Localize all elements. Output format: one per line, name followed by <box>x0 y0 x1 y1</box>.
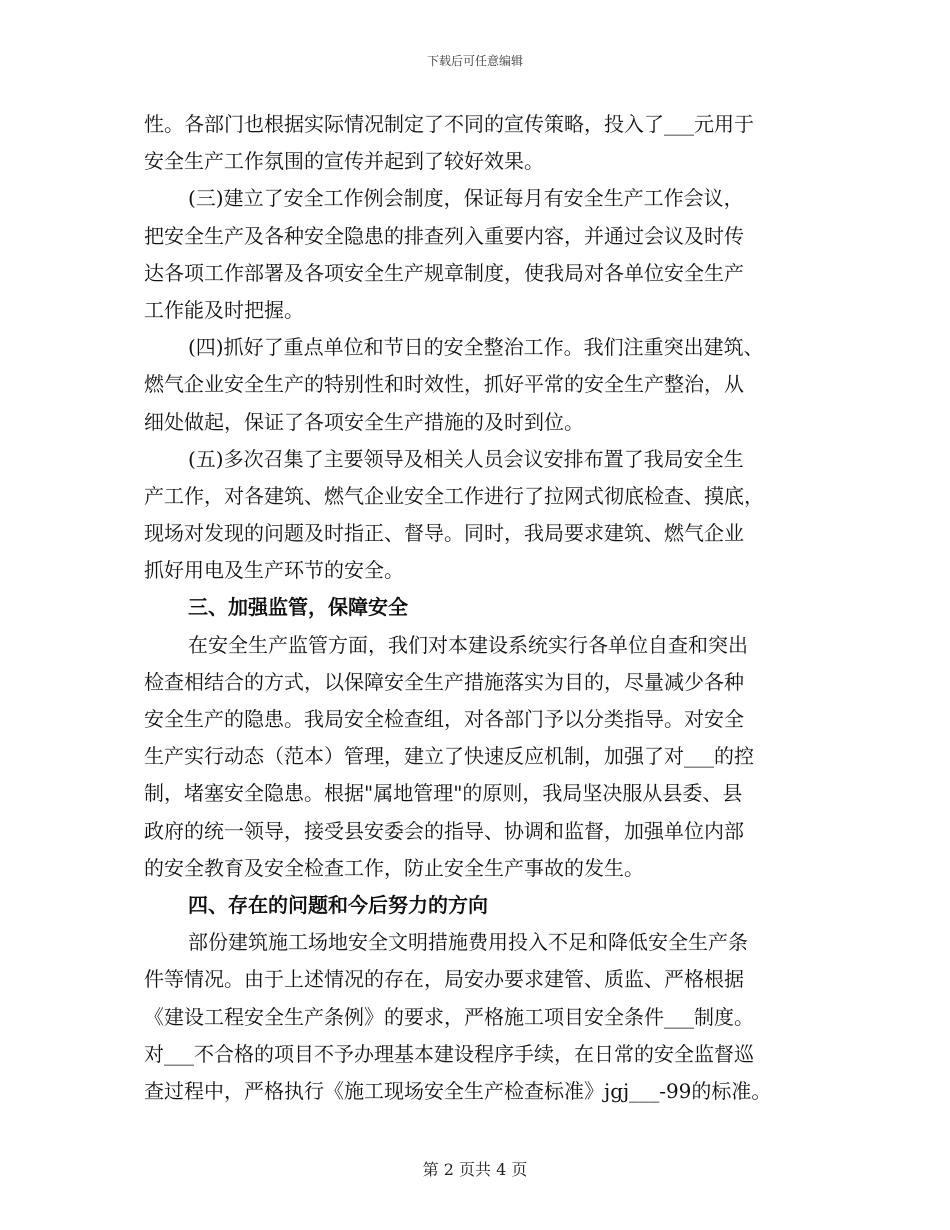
text-line: 制，堵塞安全隐患。根据"属地管理"的原则，我局坚决服从县委、县 <box>144 781 743 806</box>
text-line: (四)抓好了重点单位和节日的安全整治工作。我们注重突出建筑、 <box>188 335 764 360</box>
text-line: 检查相结合的方式，以保障安全生产措施落实为目的，尽量减少各种 <box>144 669 744 694</box>
text-line: 产工作，对各建筑、燃气企业安全工作进行了拉网式彻底检查、摸底， <box>144 483 764 508</box>
text-line: 部份建筑施工场地安全文明措施费用投入不足和降低安全生产条 <box>188 930 748 955</box>
text-line: (三)建立了安全工作例会制度，保证每月有安全生产工作会议， <box>188 186 744 211</box>
text-line: 在安全生产监管方面，我们对本建设系统实行各单位自查和突出 <box>188 632 748 657</box>
text-line: 的安全教育及安全检查工作，防止安全生产事故的发生。 <box>144 855 644 880</box>
text-line: 细处做起，保证了各项安全生产措施的及时到位。 <box>144 409 584 434</box>
text-line: 性。各部门也根据实际情况制定了不同的宣传策略，投入了___元用于 <box>144 112 754 136</box>
document-body <box>144 106 834 1110</box>
section-heading: 四、存在的问题和今后努力的方向 <box>188 892 488 917</box>
text-line: 生产实行动态（范本）管理，建立了快速反应机制，加强了对___的控 <box>144 744 754 769</box>
text-line: 达各项工作部署及各项安全生产规章制度，使我局对各单位安全生产 <box>144 260 744 285</box>
text-line: 《建设工程安全生产条例》的要求，严格施工项目安全条件___制度。 <box>144 1004 754 1029</box>
section-heading: 三、加强监管，保障安全 <box>188 595 408 620</box>
text-line: 安全生产的隐患。我局安全检查组，对各部门予以分类指导。对安全 <box>144 707 744 731</box>
page-header: 下载后可任意编辑 <box>426 54 523 68</box>
text-line: 把安全生产及各种安全隐患的排查列入重要内容，并通过会议及时传 <box>144 223 744 248</box>
text-line: 件等情况。由于上述情况的存在，局安办要求建管、质监、严格根据 <box>144 967 744 992</box>
text-line: (五)多次召集了主要领导及相关人员会议安排布置了我局安全生 <box>188 446 744 471</box>
text-line: 抓好用电及生产环节的安全。 <box>144 558 404 583</box>
text-line: 现场对发现的问题及时指正、督导。同时，我局要求建筑、燃气企业 <box>144 521 744 546</box>
page-footer: 第 2 页共 4 页 <box>422 1160 528 1179</box>
text-line: 燃气企业安全生产的特别性和时效性，抓好平常的安全生产整治，从 <box>144 372 744 397</box>
text-line: 对___不合格的项目不予办理基本建设程序手续，在日常的安全监督巡 <box>144 1041 754 1066</box>
text-line: 政府的统一领导，接受县安委会的指导、协调和监督，加强单位内部 <box>144 818 744 843</box>
text-line: 工作能及时把握。 <box>144 297 304 322</box>
text-line: 查过程中，严格执行《施工现场安全生产检查标准》jgj___-99的标准。 <box>144 1078 772 1103</box>
text-line: 安全生产工作氛围的宣传并起到了较好效果。 <box>144 149 544 174</box>
